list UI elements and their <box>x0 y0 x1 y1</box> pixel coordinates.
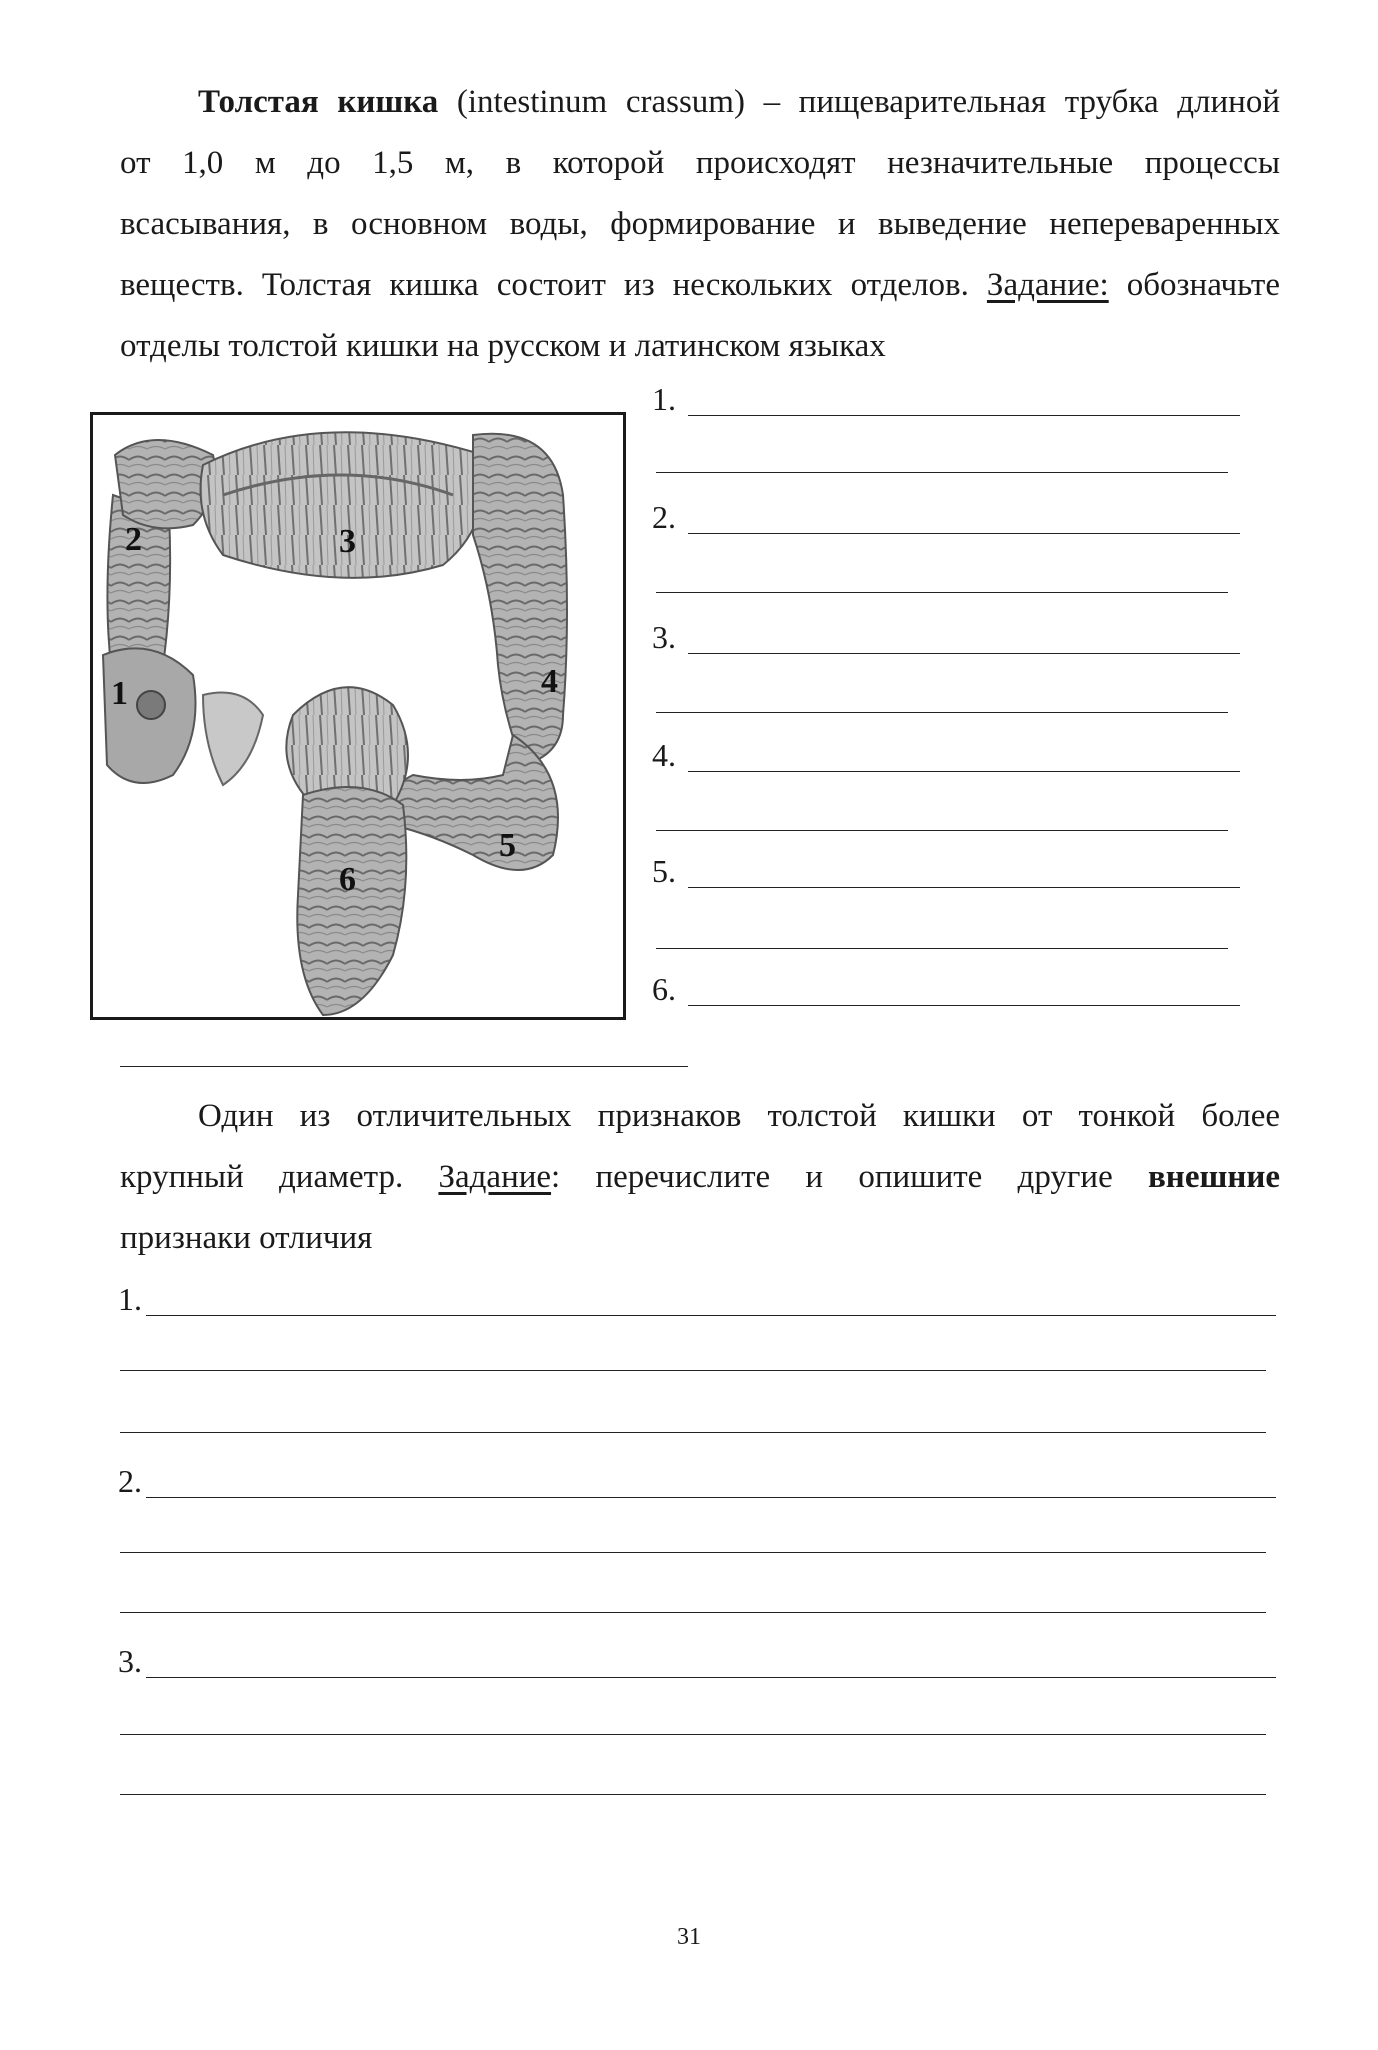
answer-1[interactable]: 1. <box>118 1280 1276 1320</box>
figure-answer-6[interactable]: 6. <box>652 970 1240 1010</box>
answer-3-line-3[interactable] <box>120 1794 1266 1795</box>
intro-term: Толстая кишка <box>198 84 439 120</box>
figure-answer-1-cont[interactable] <box>656 472 1228 473</box>
figure-answer-2-cont[interactable] <box>656 592 1228 593</box>
intro-paragraph <box>120 72 1280 377</box>
figure-label-2: 2 <box>125 521 142 558</box>
answer-2[interactable]: 2. <box>118 1462 1276 1502</box>
intro-line-4: веществ. Толстая кишка состоит из нескольких отделов. Задание: обозначьте <box>120 267 1280 303</box>
large-intestine-drawing <box>93 415 623 1017</box>
figure-answer-5[interactable]: 5. <box>652 852 1240 892</box>
answer-2-line-2[interactable] <box>120 1552 1266 1553</box>
figure-answer-3[interactable]: 3. <box>652 618 1240 658</box>
figure-answer-2[interactable]: 2. <box>652 498 1240 538</box>
figure-answer-5-cont[interactable] <box>656 948 1228 949</box>
answer-2-line-3[interactable] <box>120 1612 1266 1613</box>
answer-3[interactable]: 3. <box>118 1642 1276 1682</box>
figure-answer-1[interactable]: 1. <box>652 380 1240 420</box>
figure-label-6: 6 <box>339 861 356 898</box>
page-number: 31 <box>677 1924 701 1950</box>
figure-answer-4[interactable]: 4. <box>652 736 1240 776</box>
intro-line-5: отделы толстой кишки на русском и латинском языках <box>120 328 886 364</box>
task-label: Задание: <box>986 267 1109 303</box>
section2-paragraph <box>120 1086 1280 1269</box>
large-intestine-figure <box>90 412 626 1020</box>
task-label-2: Задание <box>438 1159 552 1195</box>
intro-line-3: всасывания, в основном воды, формирование и выведение непереваренных <box>120 206 1280 242</box>
answer-1-line-2[interactable] <box>120 1370 1266 1371</box>
figure-label-3: 3 <box>339 523 356 560</box>
section2-line-2: крупный диаметр. Задание: перечислите и опишите другие внешние <box>120 1159 1281 1195</box>
section2-line-3: признаки отличия <box>120 1220 373 1256</box>
intro-line-1: Толстая кишка (intestinum crassum) – пищеварительная трубка длиной <box>198 84 1280 120</box>
descending-colon <box>473 434 567 765</box>
rectum <box>297 787 406 1015</box>
answer-1-line-3[interactable] <box>120 1432 1266 1433</box>
sigmoid-colon <box>386 735 558 870</box>
figure-label-1: 1 <box>111 675 128 712</box>
answer-3-line-2[interactable] <box>120 1734 1266 1735</box>
figure-answer-3-cont[interactable] <box>656 712 1228 713</box>
section2-line-1: Один из отличительных признаков толстой кишки от тонкой более <box>198 1098 1280 1134</box>
figure-label-4: 4 <box>541 663 558 700</box>
figure-answer-4-cont[interactable] <box>656 830 1228 831</box>
intro-line-2: от 1,0 м до 1,5 м, в которой происходят незначительные процессы <box>120 145 1280 181</box>
figure-answer-6-cont[interactable] <box>120 1066 688 1067</box>
figure-label-5: 5 <box>499 827 516 864</box>
